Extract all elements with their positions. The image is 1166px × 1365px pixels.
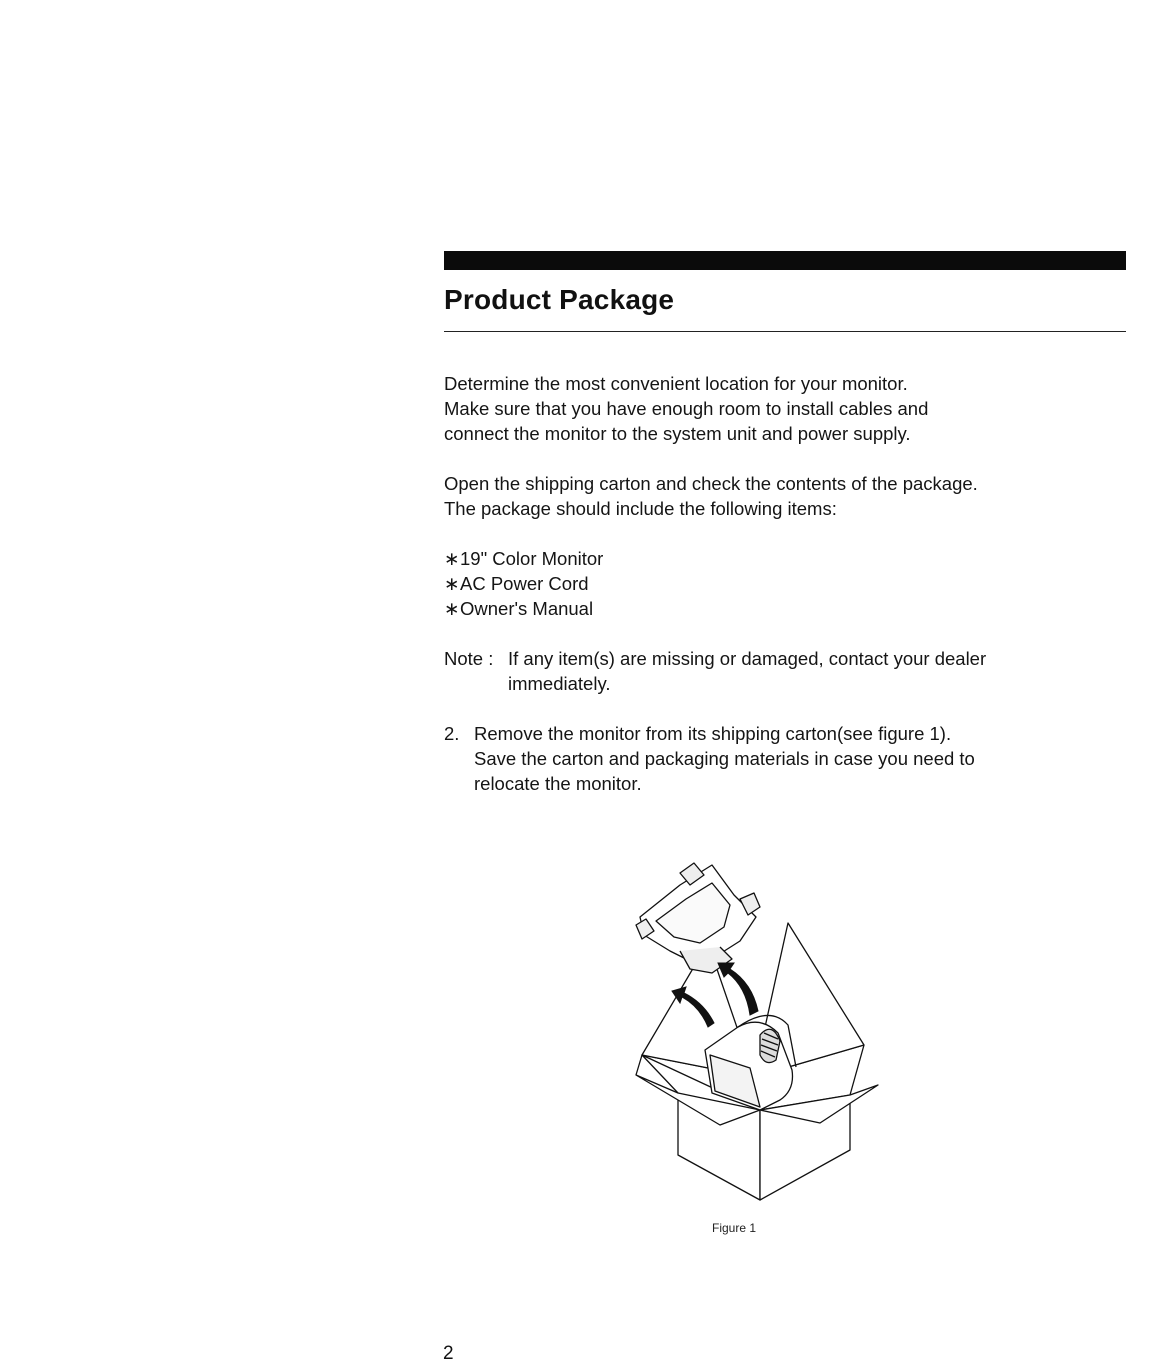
open-carton-paragraph: [444, 471, 978, 521]
bullet-icon: ∗: [444, 573, 460, 594]
foam-insert-icon: [636, 863, 760, 973]
note-text-continued: immediately.: [508, 673, 611, 694]
page-number: 2: [443, 1343, 454, 1364]
intro-line: Determine the most convenient location for your monitor.: [444, 373, 908, 394]
step-text: Remove the monitor from its shipping carton(see figure 1).: [474, 723, 952, 744]
list-item: [444, 571, 603, 596]
unpacking-illustration: [620, 855, 890, 1205]
step-text: relocate the monitor.: [474, 773, 642, 794]
open-line: Open the shipping carton and check the contents of the package.: [444, 473, 978, 494]
intro-line: Make sure that you have enough room to install cables and: [444, 398, 929, 419]
list-item: [444, 546, 603, 571]
intro-line: connect the monitor to the system unit and power supply.: [444, 423, 911, 444]
note-line: [444, 646, 986, 671]
note-block: [444, 646, 986, 696]
step-2: [444, 721, 975, 796]
step-line: [444, 721, 975, 746]
package-items-list: [444, 546, 603, 621]
step-text: Save the carton and packaging materials in case you need to: [474, 748, 975, 769]
note-label: Note :: [444, 648, 494, 669]
intro-paragraph: [444, 371, 928, 446]
item-label: AC Power Cord: [460, 573, 589, 594]
page-title: Product Package: [444, 284, 675, 315]
bullet-icon: ∗: [444, 598, 460, 619]
list-item: [444, 596, 603, 621]
bullet-icon: ∗: [444, 548, 460, 569]
note-text: If any item(s) are missing or damaged, contact your dealer: [508, 648, 987, 669]
open-line: The package should include the following items:: [444, 498, 837, 519]
section-header-bar: [444, 251, 1126, 270]
item-label: 19" Color Monitor: [460, 548, 604, 569]
title-underline: [444, 331, 1126, 332]
step-number: 2.: [444, 723, 460, 744]
figure-caption: Figure 1: [712, 1221, 757, 1235]
item-label: Owner's Manual: [460, 598, 594, 619]
